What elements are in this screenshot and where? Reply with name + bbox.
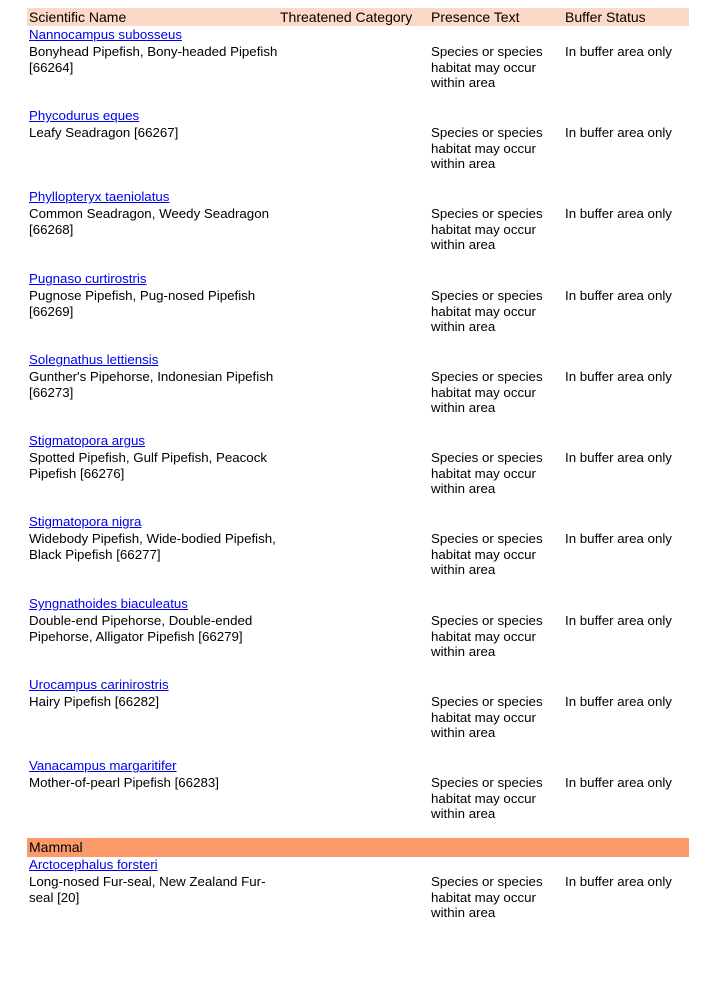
presence-text: Species or species habitat may occur within area (431, 44, 543, 91)
common-name: Double-end Pipehorse, Double-ended Pipehorse, Alligator Pipefish [66279] (29, 613, 253, 644)
table-row (27, 676, 689, 757)
presence-text: Species or species habitat may occur within area (431, 125, 543, 172)
presence-text: Species or species habitat may occur within area (431, 369, 543, 416)
presence-text: Species or species habitat may occur within area (431, 613, 543, 660)
buffer-status: In buffer area only (565, 531, 672, 546)
header-presence-text: Presence Text (431, 9, 520, 25)
presence-text: Species or species habitat may occur within area (431, 775, 543, 822)
buffer-status: In buffer area only (565, 613, 672, 628)
scientific-name-link[interactable]: Pugnaso curtirostris (29, 271, 147, 286)
common-name: Gunther's Pipehorse, Indonesian Pipefish [66273] (29, 369, 274, 400)
common-name: Long-nosed Fur-seal, New Zealand Fur-seal [20] (29, 874, 266, 905)
common-name: Mother-of-pearl Pipefish [66283] (29, 775, 219, 790)
table-row (27, 26, 689, 107)
buffer-status: In buffer area only (565, 288, 672, 303)
buffer-status: In buffer area only (565, 694, 672, 709)
scientific-name-link[interactable]: Urocampus carinirostris (29, 677, 169, 692)
table-row (27, 351, 689, 432)
buffer-status: In buffer area only (565, 369, 672, 384)
presence-text: Species or species habitat may occur within area (431, 288, 543, 335)
scientific-name-link[interactable]: Stigmatopora argus (29, 433, 146, 448)
presence-text: Species or species habitat may occur within area (431, 206, 543, 253)
scientific-name-link[interactable]: Phyllopteryx taeniolatus (29, 189, 170, 204)
header-buffer-status: Buffer Status (565, 9, 646, 25)
buffer-status: In buffer area only (565, 44, 672, 59)
presence-text: Species or species habitat may occur within area (431, 694, 543, 741)
common-name: Pugnose Pipefish, Pug-nosed Pipefish [66269] (29, 288, 256, 319)
common-name: Bonyhead Pipefish, Bony-headed Pipefish [66264] (29, 44, 278, 75)
table-row (27, 107, 689, 188)
presence-text: Species or species habitat may occur within area (431, 450, 543, 497)
scientific-name-link[interactable]: Stigmatopora nigra (29, 514, 142, 529)
table-row (27, 595, 689, 676)
table-row (27, 757, 689, 838)
common-name: Spotted Pipefish, Gulf Pipefish, Peacock Pipefish [66276] (29, 450, 268, 481)
table-header (27, 8, 689, 26)
presence-text: Species or species habitat may occur within area (431, 874, 543, 921)
table-row (27, 270, 689, 351)
common-name: Leafy Seadragon [66267] (29, 125, 179, 140)
table-row (27, 188, 689, 269)
group-label: Mammal (29, 839, 83, 855)
table-row (27, 432, 689, 513)
buffer-status: In buffer area only (565, 125, 672, 140)
scientific-name-link[interactable]: Solegnathus lettiensis (29, 352, 159, 367)
buffer-status: In buffer area only (565, 775, 672, 790)
table-row (27, 856, 689, 937)
buffer-status: In buffer area only (565, 874, 672, 889)
buffer-status: In buffer area only (565, 450, 672, 465)
scientific-name-link[interactable]: Phycodurus eques (29, 108, 140, 123)
scientific-name-link[interactable]: Syngnathoides biaculeatus (29, 596, 188, 611)
common-name: Hairy Pipefish [66282] (29, 694, 160, 709)
header-threatened-category: Threatened Category (280, 9, 413, 25)
buffer-status: In buffer area only (565, 206, 672, 221)
scientific-name-link[interactable]: Vanacampus margaritifer (29, 758, 177, 773)
common-name: Widebody Pipefish, Wide-bodied Pipefish, Black Pipefish [66277] (29, 531, 276, 562)
scientific-name-link[interactable]: Arctocephalus forsteri (29, 857, 158, 872)
presence-text: Species or species habitat may occur within area (431, 531, 543, 578)
group-header-mammal (27, 838, 689, 857)
scientific-name-link[interactable]: Nannocampus subosseus (29, 27, 183, 42)
table-row (27, 513, 689, 594)
header-scientific-name: Scientific Name (29, 9, 127, 25)
common-name: Common Seadragon, Weedy Seadragon [66268] (29, 206, 269, 237)
